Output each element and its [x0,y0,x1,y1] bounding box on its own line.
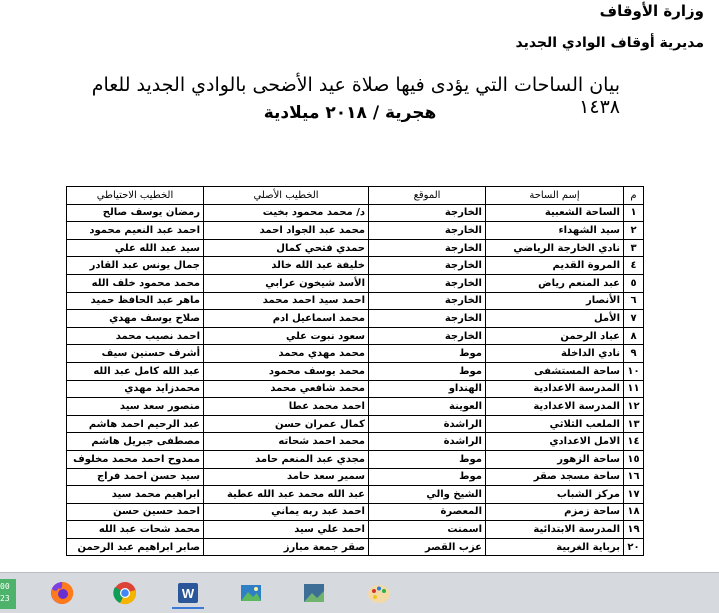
row-number-cell: ١٠ [624,362,644,380]
main-preacher-cell: محمد مهدي محمد [204,345,369,363]
alt-preacher-cell: محمدزايد مهدي [67,380,204,398]
table-row [67,433,644,451]
location-cell: الراشدة [369,415,486,433]
row-number-cell: ١٣ [624,415,644,433]
row-number-cell: ٢٠ [624,538,644,556]
site-name-cell: ساحة مسجد صقر [486,468,624,486]
location-cell: الخارجة [369,204,486,222]
alt-preacher-cell: محمد شحات عبد الله [67,521,204,539]
row-number-cell: ٣ [624,239,644,257]
alt-preacher-cell: محمد محمود خلف الله [67,274,204,292]
site-name-cell: سيد الشهداء [486,222,624,240]
directorate-heading: مديرية أوقاف الوادي الجديد [515,35,704,51]
firefox-taskbar-button[interactable] [40,577,84,609]
location-cell: الخارجة [369,310,486,328]
prayer-sites-table [66,186,644,556]
table-row [67,327,644,345]
location-cell: موط [369,362,486,380]
main-preacher-cell: احمد محمد عطا [204,398,369,416]
alt-preacher-cell: احمد حسين حسن [67,503,204,521]
main-preacher-cell: احمد عبد ربه يماني [204,503,369,521]
location-cell: الخارجة [369,292,486,310]
alt-preacher-cell: صلاح يوسف مهدي [67,310,204,328]
table-row [67,415,644,433]
table-row [67,521,644,539]
col-location-header: الموقع [369,187,486,205]
location-cell: الخارجة [369,239,486,257]
main-preacher-cell: محمد شافعي محمد [204,380,369,398]
site-name-cell: المدرسة الاعدادية [486,380,624,398]
paint-palette-icon [366,580,392,606]
clock-fragment[interactable]: 00 23 [0,579,16,609]
table-header-row [67,187,644,205]
alt-preacher-cell: ابراهيم محمد سيد [67,486,204,504]
image-viewer-icon [301,580,327,606]
svg-text:W: W [181,586,195,601]
col-site-header: إسم الساحة [486,187,624,205]
alt-preacher-cell: سيد عبد الله علي [67,239,204,257]
main-preacher-cell: احمد سيد احمد محمد [204,292,369,310]
row-number-cell: ١٢ [624,398,644,416]
site-name-cell: الأنصار [486,292,624,310]
row-number-cell: ٨ [624,327,644,345]
alt-preacher-cell: سيد حسن احمد فراج [67,468,204,486]
location-cell: الشيخ والي [369,486,486,504]
word-taskbar-button[interactable] [166,577,210,609]
chrome-taskbar-button[interactable] [103,577,147,609]
alt-preacher-cell: صابر ابراهيم عبد الرحمن [67,538,204,556]
location-cell: موط [369,450,486,468]
main-preacher-cell: محمد عبد الجواد احمد [204,222,369,240]
alt-preacher-cell: ماهر عبد الحافظ حميد [67,292,204,310]
main-preacher-cell: سمير سعد حامد [204,468,369,486]
table-row [67,380,644,398]
table-row [67,239,644,257]
location-cell: العوينة [369,398,486,416]
site-name-cell: الساحة الشعبية [486,204,624,222]
col-alt-preacher-header: الخطيب الاحتياطي [67,187,204,205]
location-cell: موط [369,345,486,363]
row-number-cell: ١١ [624,380,644,398]
site-name-cell: الامل الاعدادي [486,433,624,451]
alt-preacher-cell: مصطفى جبريل هاشم [67,433,204,451]
main-preacher-cell: خليفة عبد الله خالد [204,257,369,275]
site-name-cell: ساحة زمزم [486,503,624,521]
site-name-cell: المدرسة الابتدائية [486,521,624,539]
chrome-icon [112,580,138,606]
table-row [67,257,644,275]
location-cell: الخارجة [369,222,486,240]
site-name-cell: الملعب الثلاثي [486,415,624,433]
table-row [67,310,644,328]
row-number-cell: ١٧ [624,486,644,504]
ministry-heading: وزارة الأوقاف [599,2,704,20]
site-name-cell: عبد المنعم رياض [486,274,624,292]
row-number-cell: ١٩ [624,521,644,539]
document-title: بيان الساحات التي يؤدى فيها صلاة عيد الأضحى بالوادي الجديد للعام ١٤٣٨ [91,74,620,118]
main-preacher-cell: احمد علي سيد [204,521,369,539]
main-preacher-cell: مجدي عبد المنعم حامد [204,450,369,468]
photos-icon [238,580,264,606]
row-number-cell: ١٥ [624,450,644,468]
row-number-cell: ٢ [624,222,644,240]
main-preacher-cell: عبد الله محمد عبد الله عطية [204,486,369,504]
table-row [67,450,644,468]
col-num-header: م [624,187,644,205]
col-main-preacher-header: الخطيب الأصلي [204,187,369,205]
row-number-cell: ٤ [624,257,644,275]
site-name-cell: نادي الداخلة [486,345,624,363]
site-name-cell: المدرسة الاعدادية [486,398,624,416]
alt-preacher-cell: جمال يونس عبد القادر [67,257,204,275]
location-cell: الهنداو [369,380,486,398]
alt-preacher-cell: أشرف حسنين سيف [67,345,204,363]
site-name-cell: المروة القديم [486,257,624,275]
row-number-cell: ١٨ [624,503,644,521]
main-preacher-cell: محمد احمد شحاته [204,433,369,451]
alt-preacher-cell: منصور سعد سيد [67,398,204,416]
row-number-cell: ١٦ [624,468,644,486]
table-row [67,538,644,556]
photos-taskbar-button[interactable] [229,577,273,609]
main-preacher-cell: سعود نبوت علي [204,327,369,345]
firefox-icon [49,580,75,606]
table-row [67,204,644,222]
site-name-cell: مركز الشباب [486,486,624,504]
table-row [67,398,644,416]
row-number-cell: ١ [624,204,644,222]
location-cell: موط [369,468,486,486]
table-row [67,222,644,240]
row-number-cell: ٩ [624,345,644,363]
row-number-cell: ٥ [624,274,644,292]
table-row [67,468,644,486]
table-row [67,345,644,363]
alt-preacher-cell: احمد نصيب محمد [67,327,204,345]
main-preacher-cell: محمد يوسف محمود [204,362,369,380]
site-name-cell: نادي الخارجة الرياضي [486,239,624,257]
alt-preacher-cell: احمد عبد النعيم محمود [67,222,204,240]
site-name-cell: الأمل [486,310,624,328]
table-row [67,274,644,292]
location-cell: المعصرة [369,503,486,521]
main-preacher-cell: الأسد شيخون عرابي [204,274,369,292]
alt-preacher-cell: ممدوح احمد محمد مخلوف [67,450,204,468]
row-number-cell: ٦ [624,292,644,310]
location-cell: اسمنت [369,521,486,539]
location-cell: الخارجة [369,257,486,275]
site-name-cell: ساحة المستشفى [486,362,624,380]
main-preacher-cell: كمال عمران حسن [204,415,369,433]
alt-preacher-cell: رمضان يوسف صالح [67,204,204,222]
document-subtitle: هجرية / ٢٠١٨ ميلادية [263,103,437,123]
table-row [67,292,644,310]
main-preacher-cell: صقر جمعة مبارز [204,538,369,556]
table-row [67,503,644,521]
main-preacher-cell: محمد اسماعيل ادم [204,310,369,328]
alt-preacher-cell: عبد الله كامل عبد الله [67,362,204,380]
site-name-cell: ساحة الزهور [486,450,624,468]
table-row [67,362,644,380]
main-preacher-cell: د/ محمد محمود بخيت [204,204,369,222]
location-cell: الخارجة [369,274,486,292]
table-row [67,486,644,504]
word-icon [175,580,201,606]
location-cell: الراشدة [369,433,486,451]
taskbar [0,572,719,613]
location-cell: عزب القصر [369,538,486,556]
paint-taskbar-button[interactable] [357,577,401,609]
site-name-cell: عباد الرحمن [486,327,624,345]
photoshop-taskbar-button[interactable] [292,577,336,609]
row-number-cell: ٧ [624,310,644,328]
row-number-cell: ١٤ [624,433,644,451]
alt-preacher-cell: عبد الرحيم احمد هاشم [67,415,204,433]
main-preacher-cell: حمدي فتحي كمال [204,239,369,257]
location-cell: الخارجة [369,327,486,345]
site-name-cell: برباية الغربية [486,538,624,556]
